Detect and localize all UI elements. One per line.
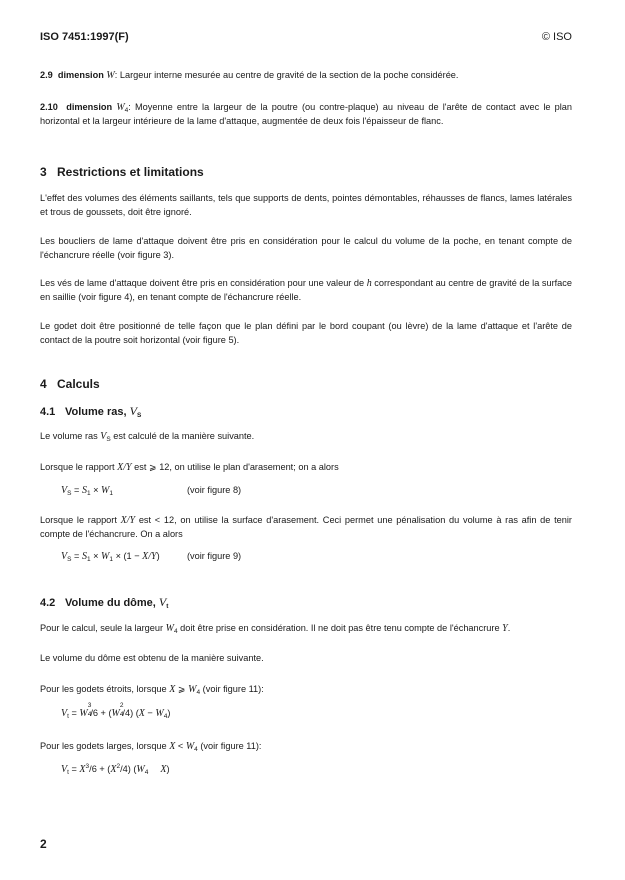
definition-text: : Largeur interne mesurée au centre de gravité de la section de la poche considérée. — [114, 70, 459, 80]
paragraph: Les boucliers de lame d'attaque doivent être pris en considération pour le calcul du volume de la poche, en tenant compte de l'échancrure réelle (voir figure 3). — [40, 236, 572, 260]
symbol: V — [129, 404, 137, 418]
clause-number: 2.9 — [40, 70, 53, 80]
symbol: W — [155, 708, 164, 719]
symbol: W — [136, 764, 145, 775]
symbol: Y — [502, 623, 508, 634]
symbol: X — [169, 684, 176, 695]
subscript: S — [67, 556, 72, 563]
operator: = — [68, 708, 80, 718]
paragraph — [40, 430, 572, 444]
text: est < 12, on utilise la surface d'arasement. Ceci permet une pénalisation du volume à ras afin de tenir compte de l'échancrure. On a alors — [40, 515, 572, 539]
section-title: Calculs — [57, 377, 100, 391]
clause-number: 2.10 — [40, 102, 58, 112]
symbol: X/Y — [117, 462, 132, 473]
operator: ) — [166, 764, 170, 774]
symbol: W — [106, 70, 115, 81]
operator: < — [175, 741, 186, 751]
subscript: 1 — [86, 556, 91, 563]
subscript: 1 — [109, 556, 114, 563]
operator: × (1 − — [113, 551, 143, 561]
symbol: X — [169, 741, 176, 752]
symbol: S — [81, 551, 87, 562]
figure-reference: (voir figure 9) — [187, 551, 242, 561]
text: Lorsque le rapport — [40, 462, 118, 472]
text: Pour le calcul, seule la largeur — [40, 623, 166, 633]
superscript: 2 — [116, 763, 121, 770]
subscript: S — [136, 412, 142, 419]
symbol: X — [138, 708, 145, 719]
subscript: 1 — [86, 490, 91, 497]
subscript: 4 — [144, 769, 149, 776]
subscript: S — [67, 490, 72, 497]
text: Les vés de lame d'attaque doivent être pris en considération pour une valeur de — [40, 278, 367, 288]
symbol: V — [61, 551, 68, 562]
operator: × — [90, 485, 102, 495]
text: Pour les godets larges, lorsque — [40, 741, 170, 751]
subscript: 1 — [109, 490, 114, 497]
definition-2-9 — [40, 69, 572, 83]
text: . — [507, 623, 511, 633]
page-number: 2 — [40, 837, 47, 851]
paragraph: Le volume du dôme est obtenu de la manière suivante. — [40, 653, 264, 663]
paragraph — [40, 683, 572, 697]
section-number: 4.2 — [40, 597, 56, 609]
subscript: S — [106, 436, 111, 443]
symbol: X/Y — [142, 551, 157, 562]
text: correspondant au centre de gravité de la surface en saillie (voir figure 4), en tenant compte de l'échancrure réelle. — [40, 278, 572, 302]
text: est calculé de la manière suivante. — [110, 431, 255, 441]
subscript: t — [166, 603, 169, 610]
text: Lorsque le rapport — [40, 515, 121, 525]
subscript: 4 — [196, 689, 201, 696]
formula-wide-dome — [61, 764, 170, 775]
operator: /4) ( — [122, 708, 139, 718]
paragraph — [40, 622, 572, 636]
operator: × — [90, 551, 102, 561]
symbol: W — [116, 102, 125, 113]
subscript: 4 — [163, 713, 168, 720]
definition-text: : Moyenne entre la largeur de la poutre (ou contre-plaque) au niveau de l'arête de contact avec le plan horizontal et la largeur intérieure de la lame d'attaque, augmentée de deux fois l'épaisseur de flanc. — [40, 102, 572, 126]
text: doit être prise en considération. Il ne doit pas être tenu compte de l'échancrure — [177, 623, 503, 633]
paragraph: L'effet des volumes des éléments saillants, tels que supports de dents, pointes démontables, réhausses de flancs, lames latérales et trous de goussets, doit être ignoré. — [40, 193, 572, 217]
text: (voir figure 11): — [200, 684, 264, 694]
symbol: W — [79, 708, 88, 719]
text: (voir figure 11): — [197, 741, 262, 751]
operator: /6 + ( — [90, 708, 112, 718]
operator: /6 + ( — [89, 764, 111, 774]
symbol: X — [79, 764, 86, 775]
section-number: 4 — [40, 377, 47, 391]
term: dimension — [57, 70, 104, 80]
section-title: Restrictions et limitations — [57, 165, 204, 179]
symbol: W — [101, 485, 110, 496]
term: dimension — [66, 102, 113, 112]
operator: ) — [156, 551, 160, 561]
operator: ) — [167, 708, 171, 718]
subscript: t — [67, 713, 69, 720]
section-4-heading — [40, 377, 100, 391]
text: Pour les godets étroits, lorsque — [40, 684, 170, 694]
subsection-4-1-heading — [40, 404, 141, 419]
section-title: Volume ras, — [65, 406, 130, 418]
paragraph — [40, 514, 572, 541]
symbol: X — [110, 764, 117, 775]
symbol: X/Y — [120, 515, 136, 526]
operator: = — [71, 551, 82, 561]
subsection-4-2-heading — [40, 595, 168, 610]
text: Le volume ras — [40, 431, 101, 441]
subscript: 4 — [194, 746, 198, 753]
operator: − — [144, 708, 156, 718]
symbol: S — [81, 485, 87, 496]
standard-number: ISO 7451:1997(F) — [40, 31, 129, 43]
paragraph — [40, 277, 572, 304]
symbol: h — [366, 278, 372, 289]
figure-reference: (voir figure 8) — [187, 485, 242, 495]
operator: /4) ( — [120, 764, 137, 774]
symbol: V — [61, 485, 68, 496]
section-number: 3 — [40, 165, 47, 179]
symbol: X — [160, 764, 167, 775]
symbol: W — [165, 623, 174, 634]
subscript: t — [67, 769, 69, 776]
superscript: 3 — [85, 763, 90, 770]
symbol: W — [188, 684, 197, 695]
symbol: V — [61, 708, 68, 719]
operator: ⩾ — [175, 684, 189, 694]
formula-flat-volume — [61, 485, 113, 496]
section-title: Volume du dôme, — [65, 597, 159, 609]
symbol: V — [100, 431, 107, 442]
section-number: 4.1 — [40, 406, 56, 418]
paragraph: Le godet doit être positionné de telle façon que le plan défini par le bord coupant (ou lèvre) de la lame d'attaque et l'arête de contact de la poutre soit horizontal (voir figure 5). — [40, 321, 572, 345]
paragraph — [40, 740, 572, 754]
text: est ⩾ 12, on utilise le plan d'arasement; on a alors — [131, 462, 339, 472]
symbol: W — [101, 551, 110, 562]
subscript: 4 — [124, 107, 129, 114]
paragraph — [40, 461, 572, 475]
formula-narrow-dome: $V_t = W$ 3 4 /6 + (W 2 4 /4) $(X - W_4)$ — [61, 702, 171, 720]
symbol: V — [61, 764, 68, 775]
symbol: V — [158, 595, 167, 609]
formula-strike-volume — [61, 551, 160, 562]
section-3-heading — [40, 165, 204, 179]
copyright: © ISO — [541, 31, 572, 43]
subscript: 4 — [173, 628, 178, 635]
symbol: W — [185, 741, 195, 752]
symbol: W — [111, 708, 120, 719]
definition-2-10 — [40, 101, 572, 128]
operator: = — [71, 485, 82, 495]
operator: = — [68, 764, 80, 774]
